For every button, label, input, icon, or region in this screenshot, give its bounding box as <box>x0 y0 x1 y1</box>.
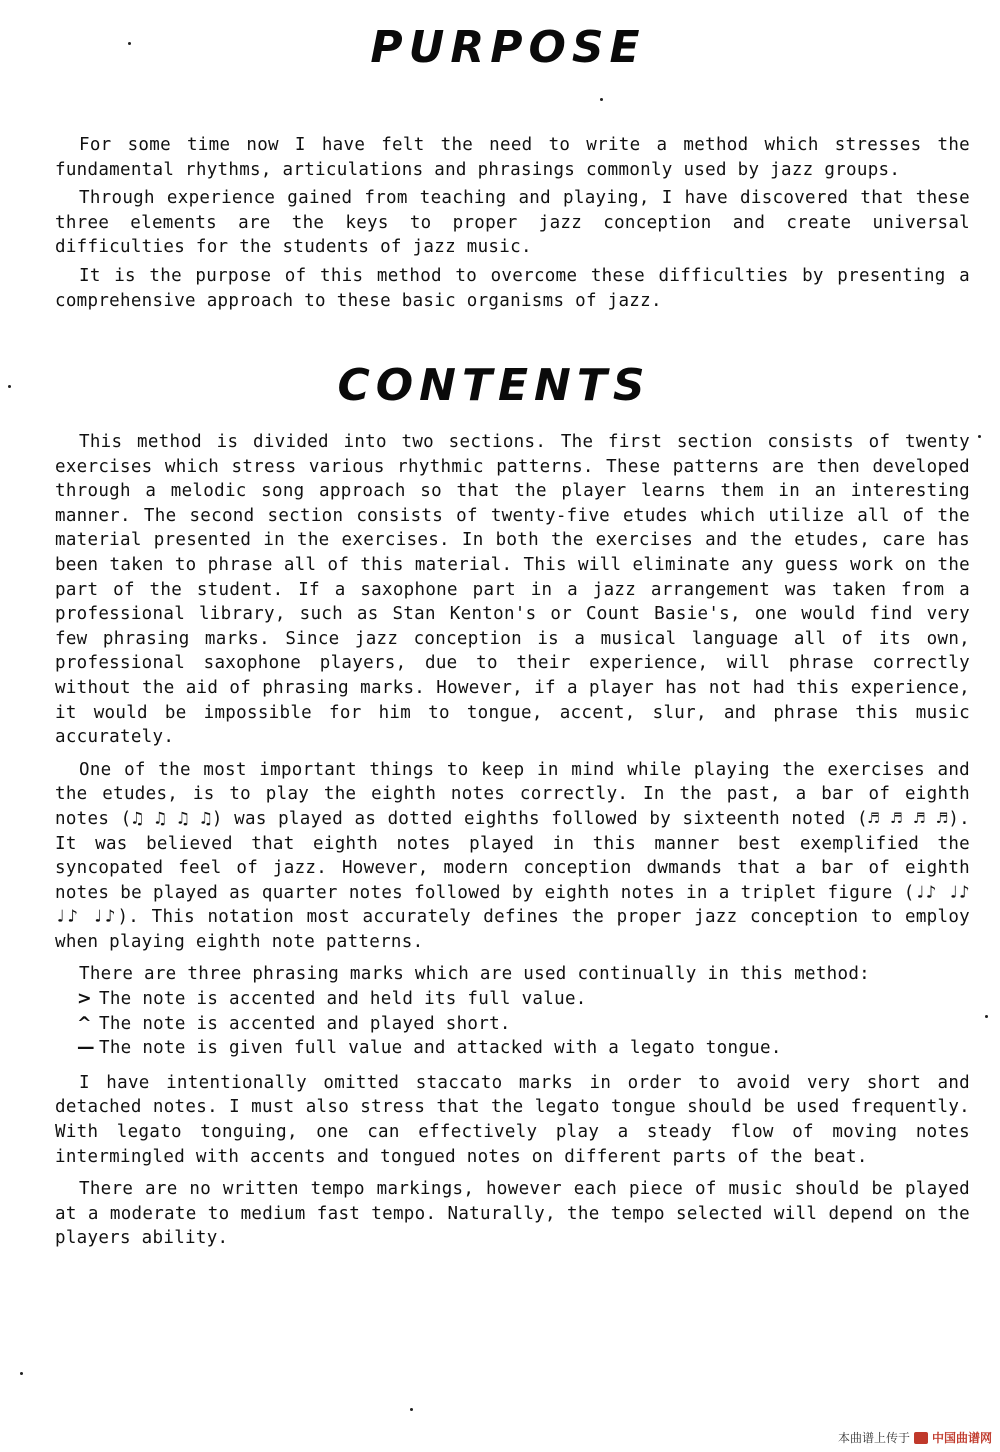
watermark-prefix: 本曲谱上传于 <box>837 1431 910 1445</box>
contents-paragraph-2: One of the most important things to keep in mind while playing the exercises and the etudes, is to play the eighth notes correctly. In the past, a bar of eighth notes (♫ ♫ ♫ ♫) was played as dotted eighths followed by sixteenth noted (♬ ♬ ♬ ♬). It was believed that eighth notes played in this manner best exemplified the syncopated feel of jazz. However, modern conception dwmands that a bar of eighth notes be played as quarter notes followed by eighth notes in a triplet figure (♩♪ ♩♪ ♩♪ ♩♪). This notation most accurately defines the proper jazz conception to employ when playing eighth note patterns. <box>55 759 970 952</box>
contents-paragraph-4: I have intentionally omitted staccato marks in order to avoid very short and detached notes. I must also stress that the legato tongue should be used frequently. With legato tonguing, one can effectively play a steady flow of moving notes intermingled with accents and tongued notes on different parts of the beat. <box>55 1072 970 1167</box>
contents-paragraph-3: There are three phrasing marks which are used continually in this method: <box>79 964 871 985</box>
watermark <box>838 1429 992 1446</box>
speck <box>985 1015 988 1018</box>
watermark-site: 中国曲谱网 <box>931 1431 992 1445</box>
contents-heading: CONTENTS <box>337 360 651 411</box>
accent-short-icon: ^ <box>77 1013 92 1034</box>
purpose-paragraph-2: Through experience gained from teaching and playing, I have discovered that these three elements are the keys to proper jazz conception and create universal difficulties for the students of jazz music. <box>55 188 970 258</box>
phrasing-marks-list <box>55 987 970 1061</box>
contents-paragraph-1: This method is divided into two sections. The first section consists of twenty exercises which stress various rhythmic patterns. These patterns are then developed through a melodic song approach so that the player learns them in an interesting manner. The second section consists of twenty-five etudes which utilize all of the material presented in the exercises. In both the exercises and the etudes, care has been taken to phrase all of this material. This will eliminate any guess work on the part of the student. If a saxophone part in a jazz arrangement was taken from a professional library, such as Stan Kenton's or Count Basie's, one would find very few phrasing marks. Since jazz conception is a musical language all of its own, professional saxophone players, due to their experience, will phrase correctly without the aid of phrasing marks. However, if a player has not had this experience, it would be impossible for him to tongue, accent, slur, and phrase this music accurately. <box>55 432 970 748</box>
phrasing-mark-item <box>77 1012 970 1037</box>
phrasing-mark-item <box>77 987 970 1012</box>
site-logo-icon <box>914 1432 928 1444</box>
phrasing-mark-text: The note is accented and played short. <box>99 1013 511 1034</box>
purpose-heading: PURPOSE <box>370 22 646 73</box>
phrasing-mark-item <box>77 1036 970 1061</box>
contents-paragraph-5: There are no written tempo markings, however each piece of music should be played at a moderate to medium fast tempo. Naturally, the tempo selected will depend on the players ability. <box>55 1179 970 1249</box>
phrasing-mark-text: The note is accented and held its full value. <box>99 989 587 1010</box>
purpose-paragraph-1: For some time now I have felt the need to write a method which stresses the fundamental rhythms, articulations and phrasings commonly used by jazz groups. <box>55 135 970 180</box>
speck <box>600 98 603 101</box>
phrasing-mark-text: The note is given full value and attacked with a legato tongue. <box>99 1038 782 1059</box>
accent-held-icon: > <box>77 989 92 1010</box>
purpose-paragraph-3: It is the purpose of this method to overcome these difficulties by presenting a comprehensive approach to these basic organisms of jazz. <box>55 265 970 311</box>
purpose-section <box>55 133 970 313</box>
speck <box>410 1408 413 1411</box>
speck <box>20 1372 23 1375</box>
legato-tongue-icon: — <box>77 1038 95 1059</box>
contents-section <box>55 430 970 1251</box>
speck <box>978 435 981 438</box>
